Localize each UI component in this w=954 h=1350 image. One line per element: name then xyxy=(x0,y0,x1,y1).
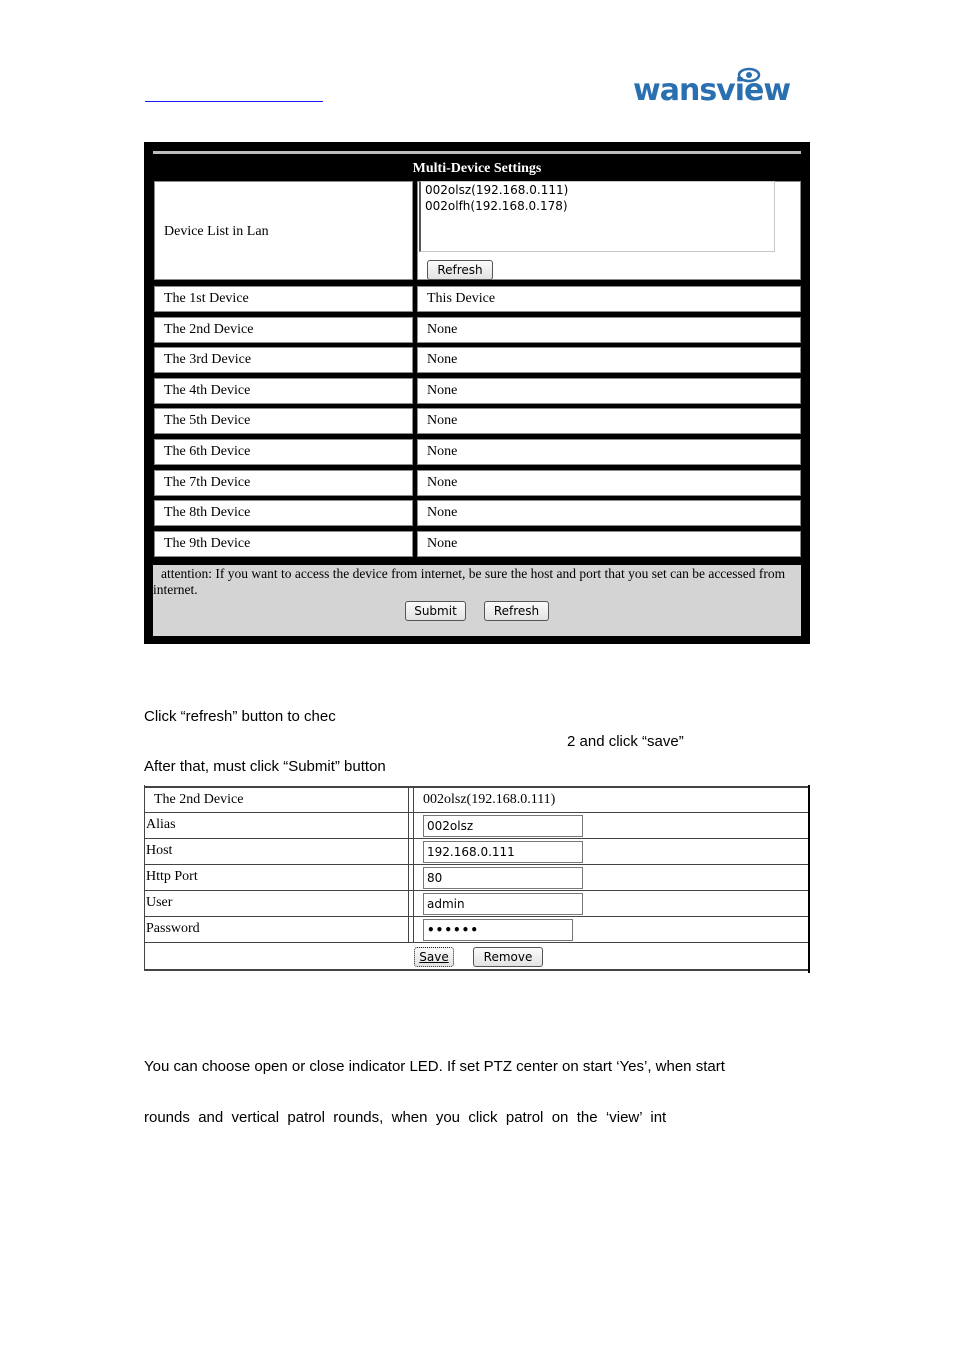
device-row-value-cell xyxy=(417,286,801,312)
remove-button[interactable]: Remove xyxy=(473,947,543,967)
form-row xyxy=(144,812,808,838)
http-port-input[interactable]: 80 xyxy=(423,867,583,889)
header-link-underline[interactable] xyxy=(145,101,323,102)
device-row-label: The 3rd Device xyxy=(164,352,252,368)
device-row-label: The 4th Device xyxy=(164,382,251,398)
device-row-value-cell xyxy=(417,531,801,557)
device-row-value-cell xyxy=(417,378,801,404)
submit-button[interactable]: Submit xyxy=(405,601,466,621)
device-row-label: The 1st Device xyxy=(164,291,249,306)
form-header-label: The 2nd Device xyxy=(154,792,244,807)
device-row-value-cell xyxy=(417,500,801,526)
device-list-label-cell xyxy=(154,181,413,280)
device-row-value-cell xyxy=(417,439,801,465)
save-button[interactable]: Save xyxy=(414,947,454,967)
alias-input[interactable]: 002olsz xyxy=(423,815,583,837)
device-row-value-cell xyxy=(417,347,801,373)
form-field-label: Http Port xyxy=(146,869,198,884)
form-row xyxy=(144,838,808,864)
list-item[interactable]: 002olsz(192.168.0.111) xyxy=(425,183,569,197)
instruction-line-3: After that, must click “Submit” button xyxy=(144,758,386,775)
device-row-label: The 5th Device xyxy=(164,413,251,429)
device-row-value: None xyxy=(427,444,458,459)
device-row-label: The 8th Device xyxy=(164,505,251,521)
form-header-row xyxy=(144,786,808,812)
device-row-value: None xyxy=(427,413,458,429)
device-row-value: None xyxy=(427,382,458,398)
form-row xyxy=(144,916,808,942)
attention-text: attention: If you want to access the device from internet, be sure the host and port that you set can be accessed from internet. xyxy=(153,566,786,597)
device-row-value: None xyxy=(427,352,458,368)
device-list-label: Device List in Lan xyxy=(164,224,269,239)
footer-line-1: You can choose open or close indicator LED. If set PTZ center on start ‘Yes’, when start xyxy=(144,1058,725,1075)
refresh-button[interactable]: Refresh xyxy=(484,601,549,621)
form-field-label: Alias xyxy=(146,817,176,832)
device-row-value-cell xyxy=(417,470,801,496)
device-form-table xyxy=(144,785,810,973)
device-row-label-cell xyxy=(154,378,413,404)
device-row-value: None xyxy=(427,505,458,521)
footer-line-2: rounds and vertical patrol rounds, when you click patrol on the ‘view’ int xyxy=(144,1109,667,1126)
svg-text:wansview: wansview xyxy=(633,73,791,104)
device-row-label-cell xyxy=(154,470,413,496)
device-row-value-cell xyxy=(417,408,801,434)
device-row-label-cell xyxy=(154,408,413,434)
wansview-logo xyxy=(633,64,805,104)
device-row-label-cell xyxy=(154,286,413,312)
device-row-value: This Device xyxy=(427,291,496,306)
form-row xyxy=(144,890,808,916)
list-item[interactable]: 002olfh(192.168.0.178) xyxy=(425,199,568,213)
device-row-label: The 7th Device xyxy=(164,474,251,490)
device-row-value: None xyxy=(427,535,458,551)
device-row-label: The 2nd Device xyxy=(164,321,254,337)
device-row-value: None xyxy=(427,321,458,337)
panel-title: Multi-Device Settings xyxy=(412,161,542,176)
form-field-label: Host xyxy=(146,843,173,858)
device-list-box[interactable] xyxy=(419,181,775,252)
multi-device-panel xyxy=(144,142,810,644)
list-refresh-button[interactable]: Refresh xyxy=(427,260,493,280)
device-row-label: The 6th Device xyxy=(164,444,251,459)
device-row-label-cell xyxy=(154,317,413,343)
user-input[interactable]: admin xyxy=(423,893,583,915)
device-row-label-cell xyxy=(154,347,413,373)
device-row-value: None xyxy=(427,474,458,490)
instruction-line-1: Click “refresh” button to chec xyxy=(144,708,336,725)
device-row-value-cell xyxy=(417,317,801,343)
form-field-label: Password xyxy=(146,921,200,936)
form-header-value: 002olsz(192.168.0.111) xyxy=(423,792,556,807)
host-input[interactable]: 192.168.0.111 xyxy=(423,841,583,863)
instruction-line-2: 2 and click “save” xyxy=(567,733,684,750)
device-row-label-cell xyxy=(154,500,413,526)
device-row-label-cell xyxy=(154,531,413,557)
form-field-label: User xyxy=(146,895,173,910)
form-button-row xyxy=(144,942,808,971)
device-row-label-cell xyxy=(154,439,413,465)
title-rule xyxy=(153,151,801,154)
password-input[interactable]: •••••• xyxy=(423,919,573,941)
device-row-label: The 9th Device xyxy=(164,535,251,551)
form-row xyxy=(144,864,808,890)
attention-area xyxy=(153,565,801,636)
